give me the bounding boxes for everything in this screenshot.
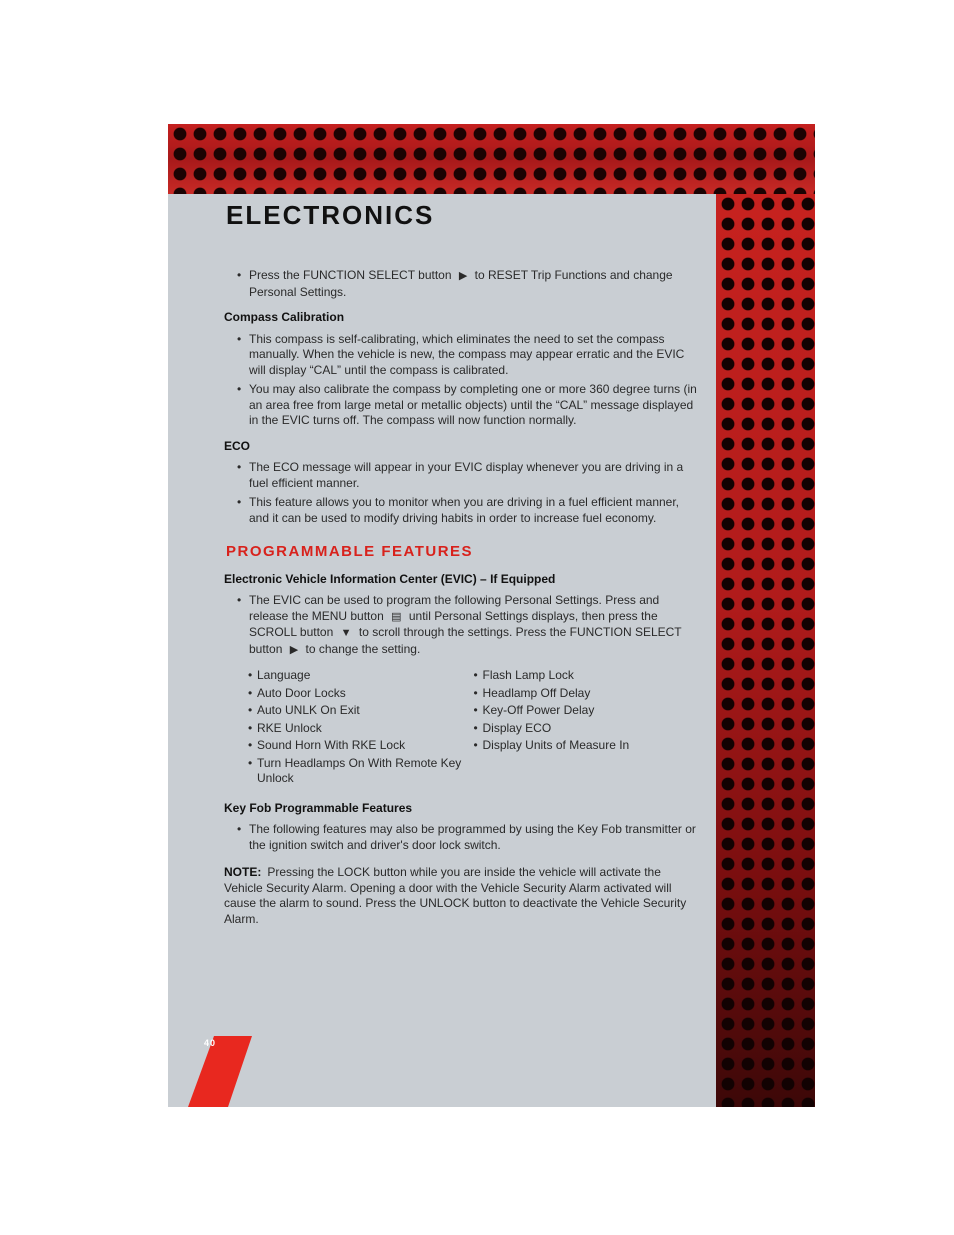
list-item: • Auto Door Locks	[248, 686, 474, 702]
page-content	[224, 268, 699, 927]
list-item: • This feature allows you to monitor when you are driving in a fuel efficient manner, and it can be used to modify driving habits in order to increase fuel economy.	[249, 495, 699, 526]
list-item: • The ECO message will appear in your EVIC display whenever you are driving in a fuel efficient manner.	[249, 460, 699, 491]
list-item: • The EVIC can be used to program the following Personal Settings. Press and release the MENU button ▤ until Personal Settings displays, then press the SCROLL button ▼ to scroll through the settings. Press the FUNCTION SELECT button ▶ to change the setting.	[249, 593, 699, 658]
grille-header-graphic	[168, 124, 815, 194]
evic-list	[224, 593, 699, 658]
eco-list	[224, 460, 699, 526]
evic-heading: Electronic Vehicle Information Center (EVIC) – If Equipped	[224, 571, 556, 586]
section-title: ELECTRONICS	[226, 200, 435, 230]
note-text: Pressing the LOCK button while you are inside the vehicle will activate the Vehicle Security Alarm. Opening a door with the Vehicle Security Alarm activated will cause the alarm to sound. Press the UNLOCK button to deactivate the Vehicle Security Alarm.	[224, 865, 687, 926]
right-triangle-icon: ▶	[458, 270, 468, 282]
programmable-features-heading: PROGRAMMABLE FEATURES	[226, 543, 474, 560]
manual-page	[168, 124, 815, 1107]
keyfob-list	[224, 822, 699, 853]
list-item: • Sound Horn With RKE Lock	[248, 738, 474, 754]
list-item: • This compass is self-calibrating, which eliminates the need to set the compass manually. When the vehicle is new, the compass may appear erratic and the EVIC will display “CAL” until the compass is calibrated.	[249, 332, 699, 379]
page-tab-shape	[188, 1036, 252, 1107]
list-item: • Auto UNLK On Exit	[248, 703, 474, 719]
list-item: • You may also calibrate the compass by completing one or more 360 degree turns (in an area free from large metal or metallic objects) until the “CAL” message displayed in the EVIC turns off. The compass will now function normally.	[249, 382, 699, 429]
list-item: • Display ECO	[474, 721, 700, 737]
list-item: • Flash Lamp Lock	[474, 668, 700, 684]
intro-list	[224, 268, 699, 300]
eco-heading: ECO	[224, 438, 251, 453]
right-triangle-icon: ▶	[289, 643, 299, 656]
list-item: • Language	[248, 668, 474, 684]
settings-column-left	[248, 668, 474, 789]
compass-list	[224, 332, 699, 429]
down-triangle-icon: ▼	[340, 627, 352, 639]
list-item: • Key-Off Power Delay	[474, 703, 700, 719]
settings-column-right	[474, 668, 700, 789]
grille-side-graphic	[716, 194, 815, 1107]
list-item: • Display Units of Measure In	[474, 738, 700, 754]
list-item: • Turn Headlamps On With Remote Key Unlock	[248, 756, 474, 787]
list-item: • The following features may also be programmed by using the Key Fob transmitter or the ignition switch and driver's door lock switch.	[249, 822, 699, 853]
page-number-tab	[188, 1036, 252, 1107]
personal-settings-grid	[248, 668, 699, 789]
list-item: • Headlamp Off Delay	[474, 686, 700, 702]
keyfob-heading: Key Fob Programmable Features	[224, 800, 413, 815]
note-label: NOTE:	[224, 865, 262, 879]
compass-heading: Compass Calibration	[224, 310, 345, 324]
note-paragraph	[224, 865, 699, 927]
menu-button-icon: ▤	[391, 610, 402, 623]
list-item: • Press the FUNCTION SELECT button ▶ to RESET Trip Functions and change Personal Settings.	[249, 268, 699, 300]
list-item: • RKE Unlock	[248, 721, 474, 737]
page-number: 40	[204, 1038, 217, 1048]
